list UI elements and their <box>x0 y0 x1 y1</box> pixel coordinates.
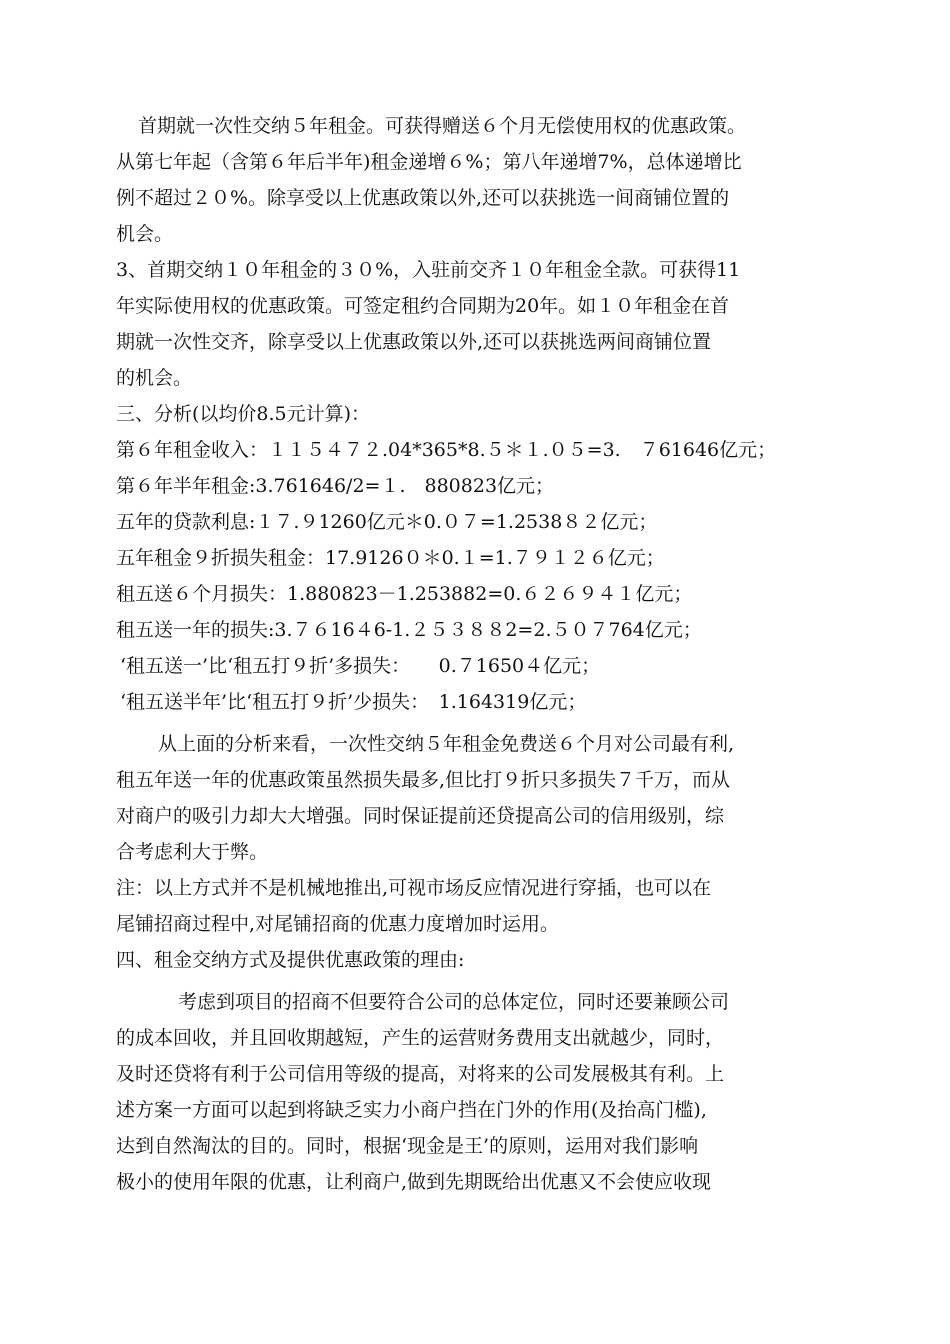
text-line-11: 第６年半年租金:3.761646/2=１. 880823亿元； <box>116 475 555 497</box>
text-line-30: 极小的使用年限的优惠，让利商户,做到先期既给出优惠又不会使应收现 <box>116 1171 712 1193</box>
text-line-21: 合考虑利大于弊。 <box>116 841 269 863</box>
text-line-27: 及时还贷将有利于公司信用等级的提高，对将来的公司发展极其有利。上 <box>116 1063 725 1085</box>
text-line-7: 期就一次性交齐，除享受以上优惠政策以外,还可以获挑选两间商铺位置 <box>116 331 712 353</box>
text-line-26: 的成本回收，并且回收期越短，产生的运营财务费用支出就越少，同时， <box>116 1027 725 1049</box>
text-line-10: 第６年租金收入：１１５４７２.04*365*8.５＊１.０５=3. ７61646亿元； <box>116 439 777 461</box>
text-line-13: 五年租金９折损失租金：17.9126０＊0.１=1.７９１２６亿元； <box>116 547 665 569</box>
text-line-25: 考虑到项目的招商不但要符合公司的总体定位，同时还要兼顾公司 <box>178 991 730 1013</box>
text-line-5: 3、首期交纳１０年租金的３０%，入驻前交齐１０年租金全款。可获得11 <box>116 259 741 281</box>
text-line-18: 从上面的分析来看，一次性交纳５年租金免费送６个月对公司最有利, <box>158 733 735 755</box>
text-line-1: 首期就一次性交纳５年租金。可获得赠送６个月无偿使用权的优惠政策。 <box>138 115 747 137</box>
text-line-3: 例不超过２０%。除享受以上优惠政策以外,还可以获挑选一间商铺位置的 <box>116 187 730 209</box>
text-line-23: 尾铺招商过程中,对尾铺招商的优惠力度增加时运用。 <box>116 913 560 935</box>
text-line-16: ‘租五送一’比‘租五打９折’多损失： 0.７1650４亿元； <box>120 655 601 677</box>
text-line-19: 租五年送一年的优惠政策虽然损失最多,但比打９折只多损失７千万，而从 <box>116 769 731 791</box>
text-line-22: 注：以上方式并不是机械地推出,可视市场反应情况进行穿插，也可以在 <box>116 877 712 899</box>
section-heading-reasons: 四、租金交纳方式及提供优惠政策的理由: <box>116 949 465 971</box>
text-line-12: 五年的贷款利息:１７.９1260亿元＊0.０７=1.2538８２亿元； <box>116 511 658 533</box>
text-line-15: 租五送一年的损失:3.７６16４6-1.２５３８８2=2.５０７764亿元； <box>116 619 702 641</box>
text-line-28: 述方案一方面可以起到将缺乏实力小商户挡在门外的作用(及抬高门槛), <box>116 1099 707 1121</box>
text-line-4: 机会。 <box>116 223 174 245</box>
text-line-17: ‘租五送半年’比‘租五打９折’少损失： 1.164319亿元； <box>120 691 587 713</box>
text-line-29: 达到自然淘汰的目的。同时，根据‘现金是王’的原则，运用对我们影响 <box>116 1135 699 1157</box>
text-line-6: 年实际使用权的优惠政策。可签定租约合同期为20年。如１０年租金在首 <box>116 295 730 317</box>
section-heading-analysis: 三、分析(以均价8.5元计算)： <box>116 403 371 425</box>
text-line-2: 从第七年起（含第６年后半年)租金递增６%；第八年递增7%，总体递增比 <box>116 151 742 173</box>
text-line-20: 对商户的吸引力却大大增强。同时保证提前还贷提高公司的信用级别，综 <box>116 805 725 827</box>
text-line-8: 的机会。 <box>116 367 193 389</box>
text-line-14: 租五送６个月损失：1.880823－1.253882=0.６２６９４１亿元； <box>116 583 693 605</box>
